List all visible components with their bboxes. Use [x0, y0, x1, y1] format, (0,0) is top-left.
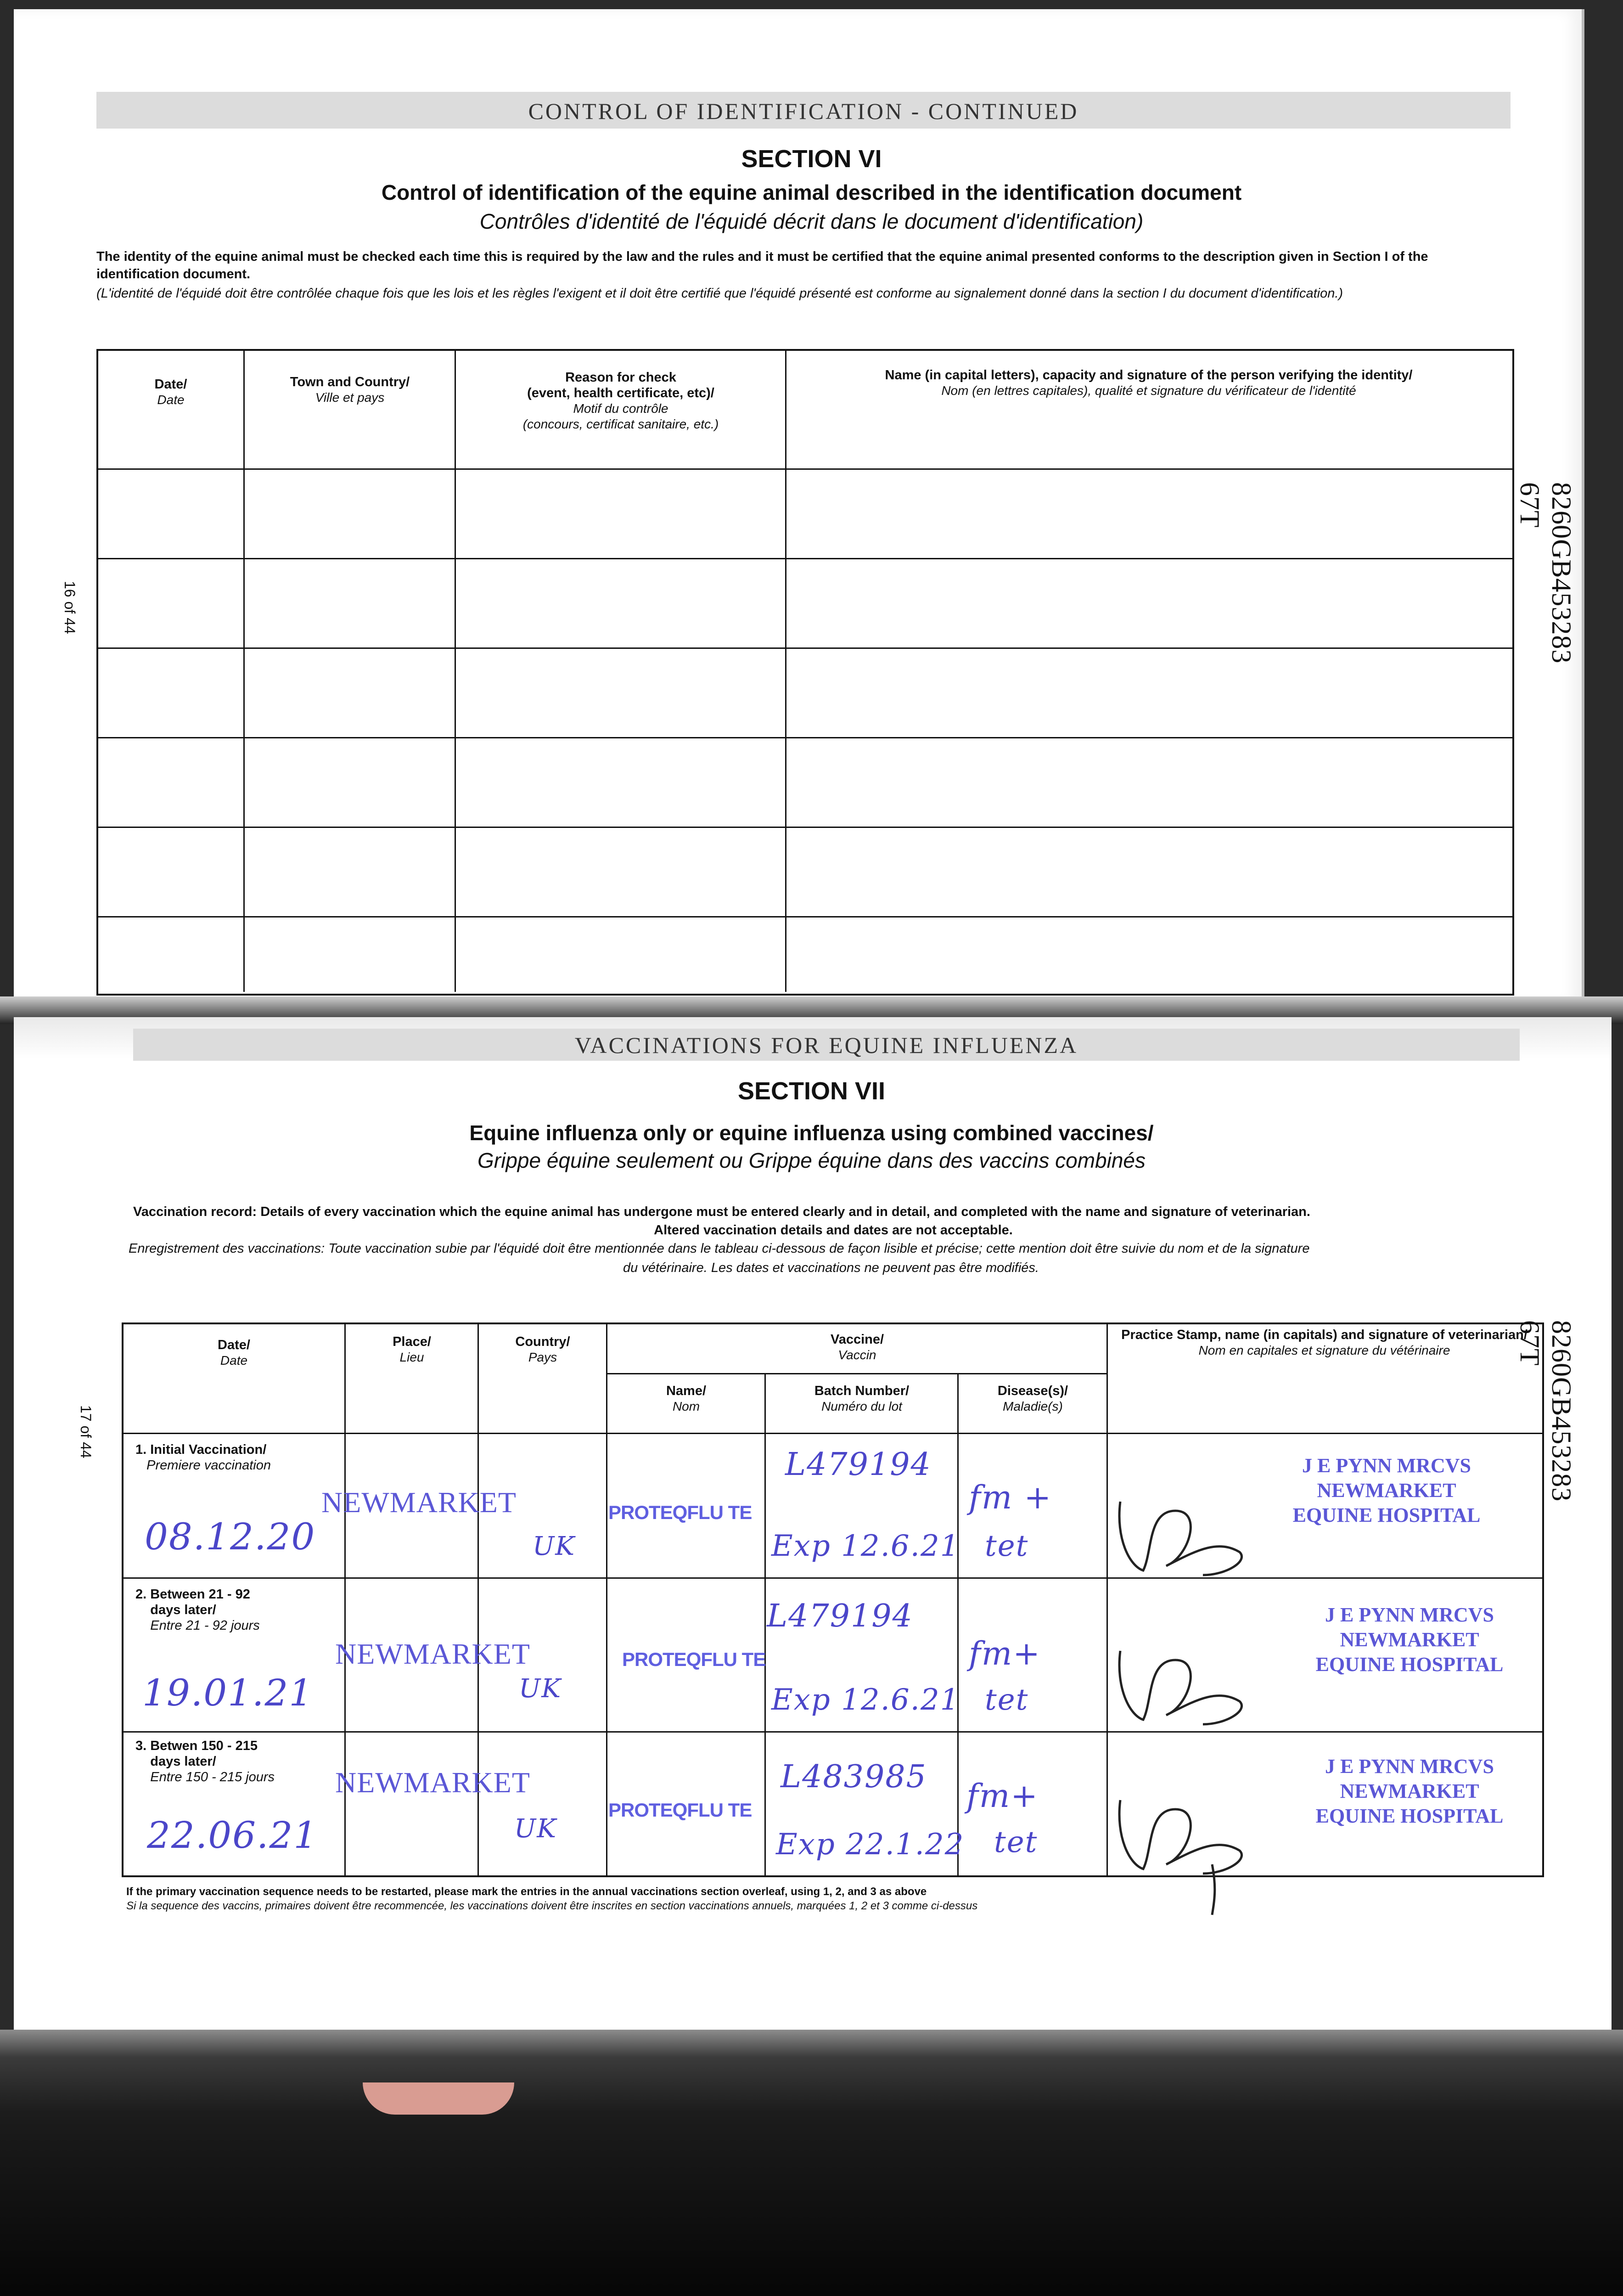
col-reason: Reason for check (event, health certificate, etc)/ Motif du contrôle (concours, certificat sanitaire, etc.): [522, 370, 719, 431]
vaccine-name-stamp: PROTEQFLU TE: [608, 1799, 752, 1821]
disease-entry: tet: [985, 1683, 1029, 1717]
book-cover: [0, 2030, 1623, 2296]
disease-entry: fm +: [969, 1479, 1052, 1516]
vaccination-record-note-fr2: du vétérinaire. Les dates et vaccinations ne peuvent pas être modifiés.: [623, 1261, 1039, 1275]
col-vaccine: Vaccine/ Vaccin: [830, 1332, 884, 1362]
vet-signature: [1111, 1483, 1258, 1584]
section-subtitle-en: Equine influenza only or equine influenza using combined vaccines/: [469, 1121, 1154, 1145]
row-label-third: 3. Betwen 150 - 215 days later/ Entre 150 - 215 jours: [135, 1739, 275, 1784]
vaccination-date: 19.01.21: [142, 1671, 314, 1714]
vaccination-date: 08.12.20: [145, 1515, 316, 1558]
row-label-second: 2. Between 21 - 92 days later/ Entre 21 - 92 jours: [135, 1587, 260, 1633]
section-title: SECTION VI: [741, 145, 882, 173]
thumb-holding-book: [363, 2082, 514, 2115]
col-diseases: Disease(s)/ Maladie(s): [997, 1384, 1068, 1413]
vet-signature: [1111, 1632, 1258, 1733]
section-title: SECTION VII: [737, 1077, 886, 1105]
disease-entry: tet: [994, 1825, 1038, 1859]
section-subtitle-fr: Contrôles d'identité de l'équidé décrit dans le document d'identification): [479, 209, 1144, 233]
col-vaccine-name: Name/ Nom: [666, 1384, 707, 1413]
section-header-band: CONTROL OF IDENTIFICATION - CONTINUED: [96, 92, 1511, 129]
place-stamp: NEWMARKET: [335, 1638, 530, 1670]
batch-number: L479194: [767, 1598, 913, 1634]
col-place: Place/ Lieu: [393, 1334, 431, 1364]
section-subtitle-en: Control of identification of the equine animal described in the identification document: [381, 180, 1242, 204]
restart-note-fr: Si la sequence des vaccins, primaires doivent être recommencée, les vaccinations doivent être inscrites en section vaccinations annuels, marquées 1, 2 et 3 comme ci-dessus: [126, 1900, 978, 1912]
page-number: 17 of 44: [78, 1405, 94, 1458]
vaccination-date: 22.06.21: [147, 1814, 318, 1857]
vet-practice-stamp: J E PYNN MRCVS NEWMARKET EQUINE HOSPITAL: [1315, 1755, 1504, 1827]
place-stamp: NEWMARKET: [335, 1766, 530, 1799]
country-entry: UK: [519, 1674, 562, 1704]
vaccination-record-note-en: Vaccination record: Details of every vaccination which the equine animal has undergone must be entered clearly and in detail, and completed with the name and signature of veterinarian.: [133, 1204, 1310, 1219]
col-country: Country/ Pays: [515, 1334, 570, 1364]
disease-entry: fm+: [969, 1635, 1041, 1672]
vet-signature: [1111, 1782, 1258, 1919]
restart-note-en: If the primary vaccination sequence needs to be restarted, please mark the entries in the annual vaccinations section overleaf, using 1, 2, and 3 as above: [126, 1885, 927, 1898]
country-entry: UK: [514, 1814, 557, 1844]
page-number: 16 of 44: [62, 581, 78, 634]
identity-check-note-en: The identity of the equine animal must be checked each time this is required by the law and the rules and it must be certified that the equine animal presented conforms to the description given in Section I of the identification document.: [96, 249, 1428, 281]
section-subtitle-fr: Grippe équine seulement ou Grippe équine dans des vaccins combinés: [477, 1148, 1146, 1172]
batch-number: L479194: [785, 1446, 932, 1483]
vaccine-name-stamp: PROTEQFLU TE: [622, 1649, 766, 1670]
vaccination-record-note-en2: Altered vaccination details and dates are not acceptable.: [654, 1223, 1013, 1238]
col-batch-number: Batch Number/ Numéro du lot: [814, 1384, 910, 1413]
batch-expiry: Exp 22.1.22: [776, 1828, 965, 1862]
col-town-country: Town and Country/ Ville et pays: [290, 375, 410, 405]
disease-entry: tet: [985, 1529, 1029, 1563]
vaccine-name-stamp: PROTEQFLU TE: [608, 1502, 752, 1523]
batch-expiry: Exp 12.6.21: [771, 1683, 960, 1717]
vaccination-record-note-fr: Enregistrement des vaccinations: Toute vaccination subie par l'équidé doit être mentionnée dans le tableau ci-dessous de façon lisible et précise; cette mention doit être suivie du nom et de la signature: [129, 1241, 1310, 1256]
row-label-initial: 1. Initial Vaccination/ Premiere vaccination: [135, 1442, 271, 1473]
place-stamp: NEWMARKET: [321, 1486, 517, 1519]
col-date: Date/ Date: [218, 1338, 250, 1367]
vet-practice-stamp: J E PYNN MRCVS NEWMARKET EQUINE HOSPITAL: [1292, 1454, 1481, 1526]
col-date: Date/ Date: [154, 377, 187, 407]
identity-check-table: [96, 349, 1514, 996]
passport-number: 8260GB453283 67T: [1515, 482, 1577, 664]
batch-expiry: Exp 12.6.21: [771, 1529, 960, 1563]
disease-entry: fm+: [966, 1777, 1039, 1815]
batch-number: L483985: [781, 1759, 927, 1795]
col-verifier: Name (in capital letters), capacity and signature of the person verifying the identity/ Nom (en lettres capitales), qualité et signature du vérificateur de l'identité: [885, 368, 1413, 398]
vet-practice-stamp: J E PYNN MRCVS NEWMARKET EQUINE HOSPITAL: [1315, 1604, 1504, 1676]
identity-check-note-fr: (L'identité de l'équidé doit être contrôlée chaque fois que les lois et les règles l'exigent et il doit être certifié que l'équidé présenté est conforme au signalement donné dans la section I du document d'identification.): [96, 286, 1343, 301]
passport-number: 8260GB453283 67T: [1515, 1320, 1577, 1502]
country-entry: UK: [533, 1531, 576, 1561]
section-header-band: VACCINATIONS FOR EQUINE INFLUENZA: [133, 1029, 1520, 1061]
col-veterinarian: Practice Stamp, name (in capitals) and signature of veterinarian/ Nom en capitales et signature du vétérinaire: [1121, 1328, 1528, 1357]
